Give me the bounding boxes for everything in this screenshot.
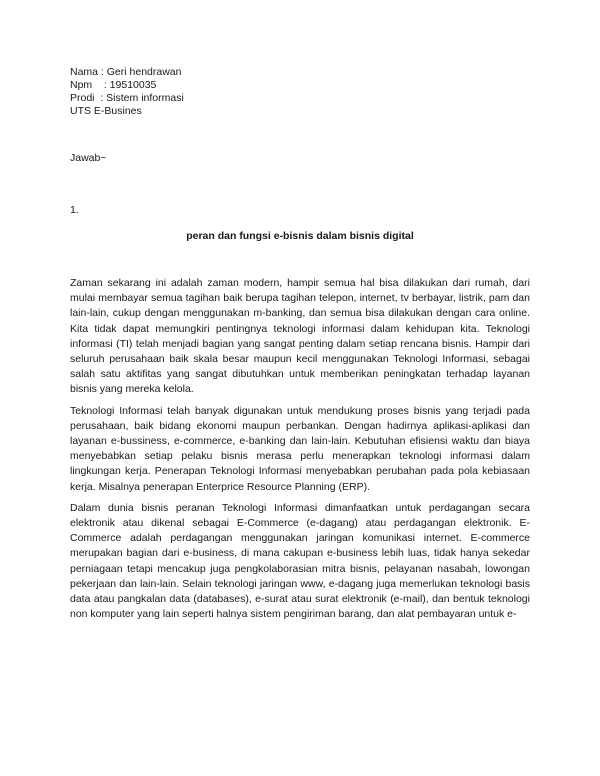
paragraph: Teknologi Informasi telah banyak digunakan untuk mendukung proses bisnis yang terjadi pada perusahaan, baik bidang ekonomi maupun perbankan. Dengan hadirnya aplikasi-aplikasi dan layanan e-bussiness, e-commerce, e-banking dan lain-lain. Kebutuhan efisiensi waktu dan biaya menyebabkan setiap pelaku bisnis merasa perlu menerapkan teknologi informasi dalam lingkungan kerja. Penerapan Teknologi Informasi menyebabkan perubahan pada pola kebiasaan kerja. Misalnya penerapan Enterprice Resource Planning (ERP). [70, 404, 530, 493]
question-number: 1. [70, 204, 79, 216]
exam-title: UTS E-Busines [70, 105, 142, 117]
student-name: Nama : Geri hendrawan [70, 66, 182, 78]
answer-label: Jawab~ [70, 152, 107, 164]
essay-title: peran dan fungsi e-bisnis dalam bisnis digital [186, 230, 414, 242]
paragraph: Zaman sekarang ini adalah zaman modern, hampir semua hal bisa dilakukan dari rumah, dari mulai membayar semua tagihan baik berupa tagihan telepon, internet, tv berbayar, listrik, pam dan lain-lain, cukup dengan menggunakan m-banking, dan semua bisa dilakukan dengan cara online. Kita tidak dapat memungkiri pentingnya teknologi informasi dalam kehidupan kita. Teknologi informasi (TI) telah menjadi bagian yang sangat penting dalam setiap rencana bisnis. Hampir dari seluruh perusahaan baik skala besar maupun kecil menggunakan Teknologi Informasi, sebagai salah satu aktifitas yang sangat dibutuhkan untuk memberikan peningkatan terhadap layanan bisnis yang mereka kelola. [70, 277, 530, 396]
student-npm: Npm : 19510035 [70, 79, 157, 91]
essay-body [70, 276, 530, 628]
paragraph: Dalam dunia bisnis peranan Teknologi Informasi dimanfaatkan untuk perdagangan secara elektronik atau dikenal sebagai E-Commerce (e-dagang) atau perdagangan elektronik. E-Commerce adalah perdagangan menggunakan jaringan komunikasi internet. E-commerce merupakan bagian dari e-business, di mana cakupan e-business lebih luas, tidak hanya sekedar perniagaan tetapi mencakup juga pengkolaborasian mitra bisnis, pelayanan nasabah, lowongan pekerjaan dan lain-lain. Selain teknologi jaringan www, e-dagang juga memerlukan teknologi basis data atau pangkalan data (databases), e-surat atau surat elektronik (e-mail), dan bentuk teknologi non komputer yang lain seperti halnya sistem pengiriman barang, dan alat pembayaran untuk e- [70, 501, 530, 621]
study-program: Prodi : Sistem informasi [70, 92, 184, 104]
student-header [70, 66, 184, 118]
